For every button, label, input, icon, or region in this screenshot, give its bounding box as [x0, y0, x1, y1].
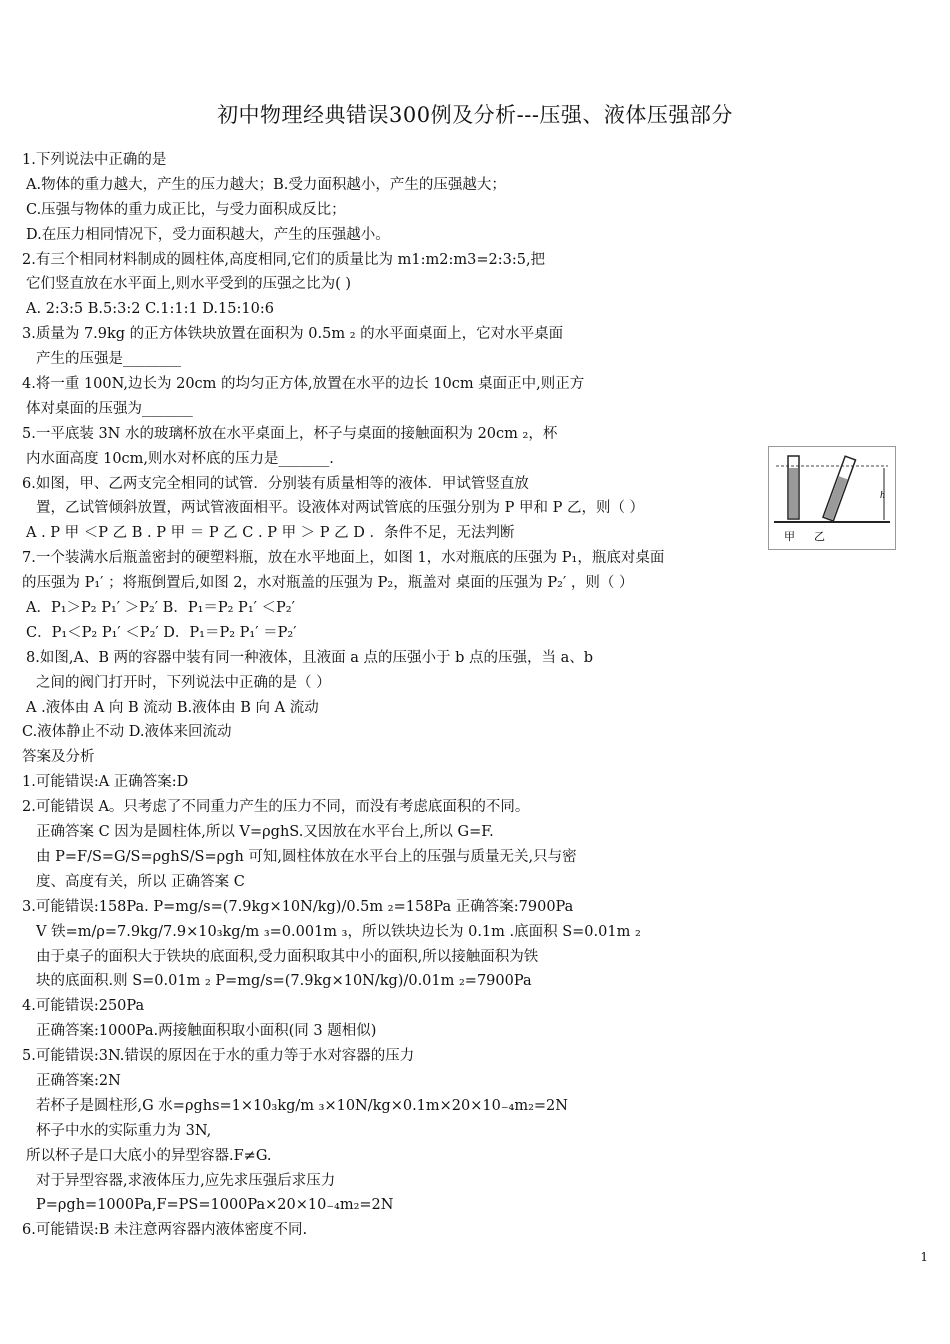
- text-line: 答案及分析: [22, 749, 95, 766]
- text-line: 2.可能错误 A。只考虑了不同重力产生的压力不同，而没有考虑底面积的不同。: [22, 799, 530, 816]
- text-line: 度、高度有关，所以 正确答案 C: [36, 873, 245, 890]
- text-line: 产生的压强是________: [36, 351, 181, 368]
- text-line: 3.可能错误:158Pa. P=mg/s=(7.9kg×10N/kg)/0.5m ₂=158Pa 正确答案:7900Pa: [22, 898, 574, 915]
- document-body: [22, 148, 782, 1243]
- test-tube-figure: [768, 446, 896, 550]
- text-line: 所以杯子是口大底小的异型容器.F≠G.: [26, 1147, 272, 1164]
- text-line: P=ρgh=1000Pa,F=PS=1000Pa×20×10₋₄m₂=2N: [36, 1197, 394, 1214]
- text-line: 块的底面积.则 S=0.01m ₂ P=mg/s=(7.9kg×10N/kg)/0.01m ₂=7900Pa: [36, 973, 532, 990]
- text-line: A.物体的重力越大，产生的压力越大；B.受力面积越小，产生的压强越大；: [26, 176, 506, 193]
- text-line: C．P₁＜P₂ P₁′ ＜P₂′ D．P₁＝P₂ P₁′ ＝P₂′: [26, 624, 297, 641]
- text-line: A .液体由 A 向 B 流动 B.液体由 B 向 A 流动: [26, 699, 319, 716]
- text-line: 它们竖直放在水平面上,则水平受到的压强之比为( ): [26, 276, 352, 293]
- text-line: 杯子中水的实际重力为 3N,: [36, 1122, 212, 1139]
- text-line: 6.如图，甲、乙两支完全相同的试管．分别装有质量相等的液体．甲试管竖直放: [22, 475, 529, 492]
- text-line: C.压强与物体的重力成正比，与受力面积成反比；: [26, 201, 346, 218]
- text-line: 的压强为 P₁′ ；将瓶倒置后,如图 2，水对瓶盖的压强为 P₂，瓶盖对 桌面的压强为 P₂′ ，则（ ）: [22, 575, 634, 592]
- text-line: 1.可能错误:A 正确答案:D: [22, 774, 189, 791]
- text-line: 之间的阀门打开时，下列说法中正确的是（ ）: [36, 674, 331, 691]
- text-line: 由于桌子的面积大于铁块的底面积,受力面积取其中小的面积,所以接触面积为铁: [36, 948, 539, 965]
- text-line: 内水面高度 10cm,则水对杯底的压力是_______.: [26, 450, 334, 467]
- text-line: A. 2:3:5 B.5:3:2 C.1:1:1 D.15:10:6: [26, 301, 274, 318]
- text-line: 5.可能错误:3N.错误的原因在于水的重力等于水对容器的压力: [22, 1048, 415, 1065]
- text-line: 体对桌面的压强为_______: [26, 400, 193, 417]
- text-line: 4.将一重 100N,边长为 20cm 的均匀正方体,放置在水平的边长 10cm 桌面正中,则正方: [22, 376, 585, 393]
- text-line: C.液体静止不动 D.液体来回流动: [22, 724, 232, 741]
- label-yi: 乙: [814, 530, 825, 543]
- text-line: A . P 甲 ＜P 乙 B . P 甲 ＝ P 乙 C . P 甲 ＞ P 乙 D ．条件不足，无法判断: [26, 525, 515, 542]
- text-line: A．P₁＞P₂ P₁′ ＞P₂′ B．P₁＝P₂ P₁′ ＜P₂′: [26, 600, 295, 617]
- text-line: 若杯子是圆柱形,G 水=ρghs=1×10₃kg/m ₃×10N/kg×0.1m×20×10₋₄m₂=2N: [36, 1097, 568, 1114]
- page-title: 初中物理经典错误300例及分析---压强、液体压强部分: [217, 103, 733, 127]
- text-line: 6.可能错误:B 未注意两容器内液体密度不同.: [22, 1222, 308, 1239]
- text-line: 2.有三个相同材料制成的圆柱体,高度相同,它们的质量比为 m1:m2:m3=2:3:5,把: [22, 251, 546, 268]
- text-line: 由 P=F/S=G/S=ρghS/S=ρgh 可知,圆柱体放在水平台上的压强与质量无关,只与密: [36, 848, 577, 865]
- text-line: 1.下列说法中正确的是: [22, 152, 167, 168]
- text-line: 7.一个装满水后瓶盖密封的硬塑料瓶，放在水平地面上，如图 1，水对瓶底的压强为 P₁，瓶底对桌面: [22, 550, 665, 567]
- page-number: 1: [920, 1250, 928, 1264]
- label-jia: 甲: [784, 530, 795, 543]
- text-line: 5.一平底装 3N 水的玻璃杯放在水平桌面上，杯子与桌面的接触面积为 20cm ₂，杯: [22, 425, 558, 442]
- text-line: 对于异型容器,求液体压力,应先求压强后求压力: [36, 1172, 336, 1189]
- text-line: V 铁=m/ρ=7.9kg/7.9×10₃kg/m ₃=0.001m ₃，所以铁块边长为 0.1m .底面积 S=0.01m ₂: [36, 923, 641, 940]
- text-line: 正确答案 C 因为是圆柱体,所以 V=ρghS.又因放在水平台上,所以 G=F.: [36, 824, 494, 841]
- text-line: D.在压力相同情况下，受力面积越大，产生的压强越小。: [26, 226, 390, 243]
- text-line: 正确答案:2N: [36, 1072, 121, 1089]
- text-line: 8.如图,A、B 两的容器中装有同一种液体，且液面 a 点的压强小于 b 点的压强，当 a、b: [26, 649, 594, 666]
- text-line: 置，乙试管倾斜放置，两试管液面相平。设液体对两试管底的压强分别为 P 甲和 P 乙，则（ ）: [36, 500, 645, 517]
- text-line: 3.质量为 7.9kg 的正方体铁块放置在面积为 0.5m ₂ 的水平面桌面上，它对水平桌面: [22, 326, 564, 343]
- label-h: h: [880, 490, 885, 501]
- text-line: 正确答案:1000Pa.两接触面积取小面积(同 3 题相似): [36, 1023, 377, 1040]
- text-line: 4.可能错误:250Pa: [22, 998, 145, 1015]
